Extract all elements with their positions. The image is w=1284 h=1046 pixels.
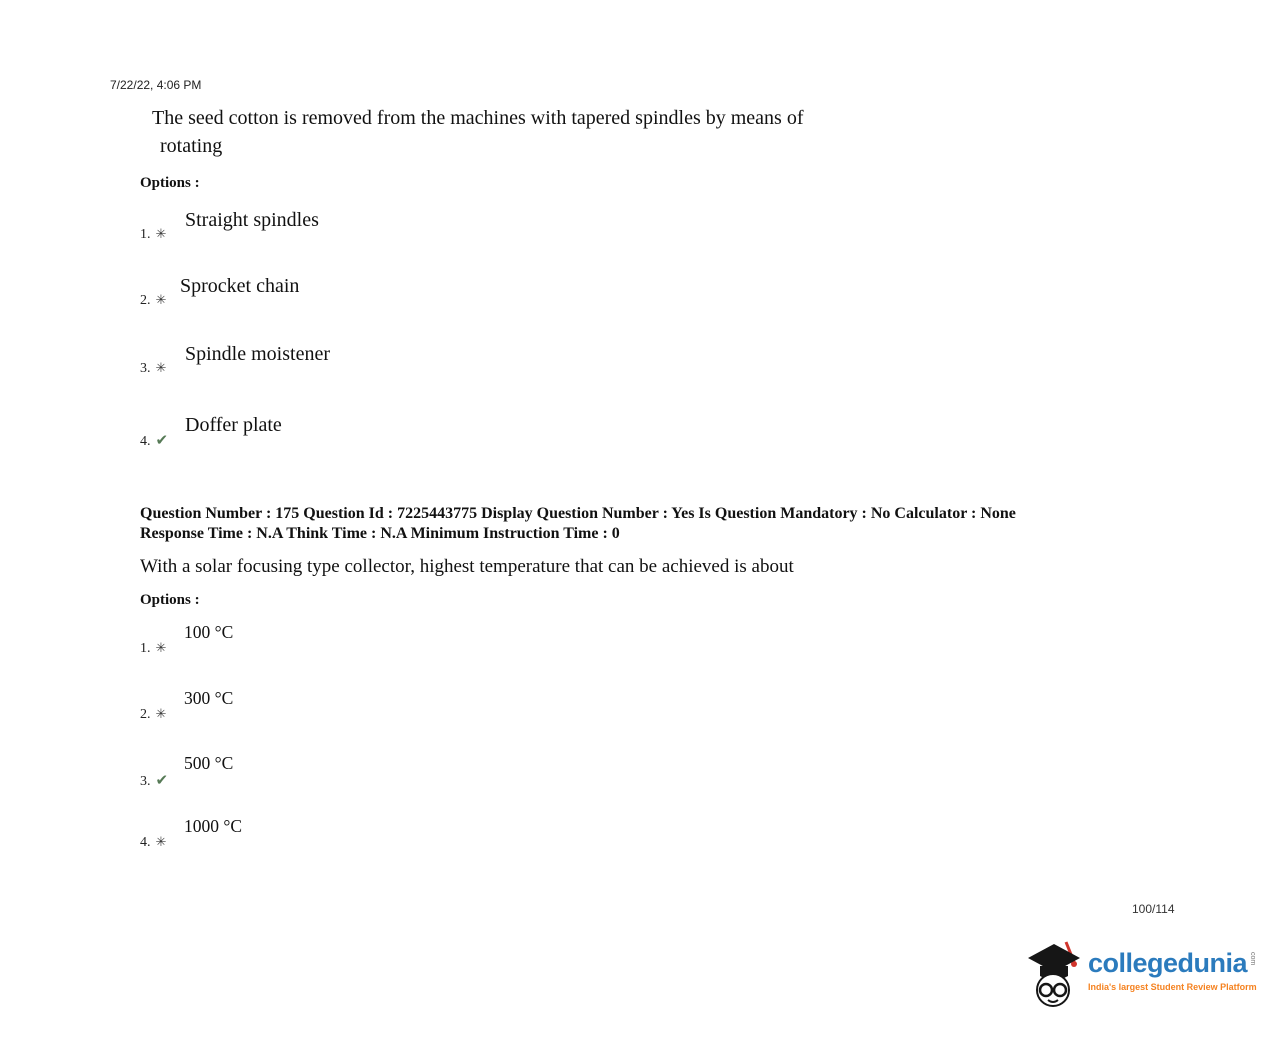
- question1-text-line2: rotating: [160, 135, 223, 157]
- brand-tagline: India's largest Student Review Platform: [1088, 982, 1257, 992]
- brand-suffix: com: [1249, 952, 1257, 966]
- correct-marker-icon: ✔: [155, 433, 169, 449]
- incorrect-marker-icon: ✳: [155, 360, 167, 375]
- brand-name: collegedunia: [1088, 948, 1248, 978]
- option-label: 300 °C: [184, 688, 234, 708]
- collegedunia-logo: [1026, 936, 1257, 1017]
- option-number: [140, 640, 166, 657]
- option-row: [140, 622, 480, 666]
- question2-text: With a solar focusing type collector, highest temperature that can be achieved is about: [140, 556, 794, 577]
- option-label: 1000 °C: [184, 816, 243, 836]
- metadata-line1: Question Number : 175 Question Id : 7225443775 Display Question Number : Yes Is Question Mandatory : No Calculator : None: [140, 505, 1016, 522]
- logo-text-block: [1088, 936, 1257, 992]
- question2-options-heading: Options :: [140, 592, 200, 608]
- option-row: [140, 275, 480, 319]
- option-number: [140, 292, 166, 309]
- incorrect-marker-icon: ✳: [155, 226, 167, 241]
- collegedunia-mascot-icon: [1026, 936, 1082, 1017]
- option-label: Sprocket chain: [180, 275, 300, 297]
- option-row: [140, 343, 480, 387]
- option-label: Doffer plate: [185, 414, 282, 436]
- option-index: 2.: [140, 707, 151, 722]
- incorrect-marker-icon: ✳: [155, 834, 167, 849]
- option-label: 500 °C: [184, 753, 234, 773]
- option-row: [140, 753, 480, 797]
- option-row: [140, 688, 480, 732]
- option-number: [140, 360, 166, 377]
- option-label: 100 °C: [184, 622, 234, 642]
- incorrect-marker-icon: ✳: [155, 706, 167, 721]
- incorrect-marker-icon: ✳: [155, 640, 167, 655]
- option-index: 1.: [140, 227, 151, 242]
- option-number: [140, 431, 168, 450]
- option-index: 3.: [140, 361, 151, 376]
- option-number: [140, 706, 166, 723]
- option-index: 3.: [140, 774, 151, 789]
- option-index: 2.: [140, 293, 151, 308]
- option-index: 4.: [140, 835, 151, 850]
- option-row: [140, 414, 480, 458]
- question2-metadata: [140, 504, 1100, 544]
- option-label: Straight spindles: [185, 209, 319, 231]
- option-number: [140, 771, 168, 790]
- option-number: [140, 226, 166, 243]
- correct-marker-icon: ✔: [155, 773, 169, 789]
- option-number: [140, 834, 166, 851]
- option-row: [140, 816, 480, 860]
- option-label: Spindle moistener: [185, 343, 330, 365]
- metadata-line2: Response Time : N.A Think Time : N.A Minimum Instruction Time : 0: [140, 525, 620, 542]
- print-timestamp: 7/22/22, 4:06 PM: [110, 78, 202, 92]
- question1-text-line1: The seed cotton is removed from the machines with tapered spindles by means of: [152, 107, 804, 129]
- incorrect-marker-icon: ✳: [155, 292, 167, 307]
- page-number: 100/114: [1132, 902, 1175, 916]
- option-index: 4.: [140, 434, 151, 449]
- option-index: 1.: [140, 641, 151, 656]
- option-row: [140, 209, 480, 253]
- question1-options-heading: Options :: [140, 175, 200, 191]
